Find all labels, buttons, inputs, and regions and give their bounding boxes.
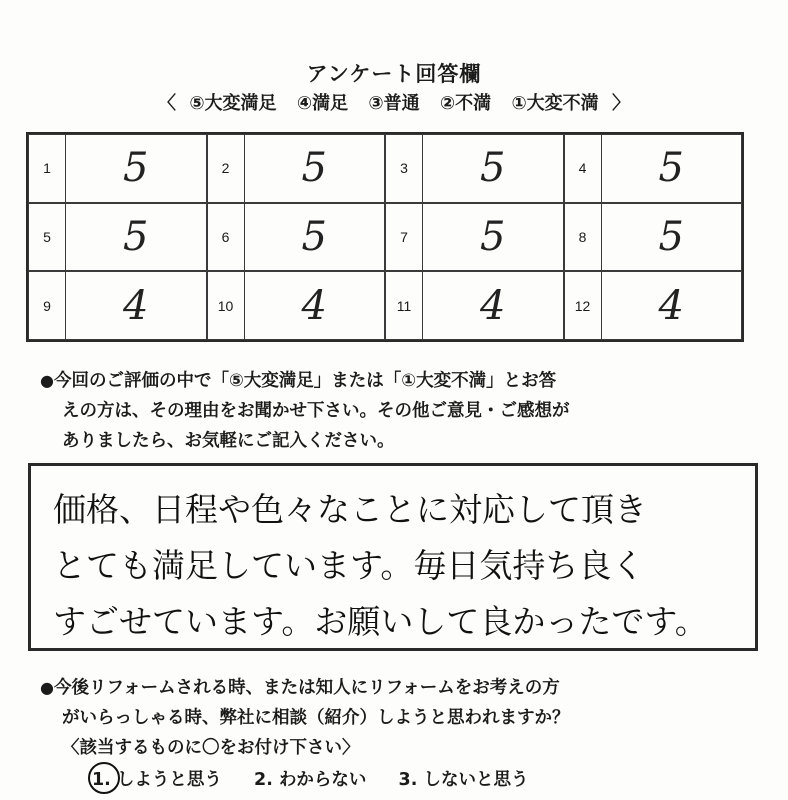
rating-cell [207, 271, 386, 340]
rating-cell [385, 271, 564, 340]
question-number: 9 [29, 272, 66, 339]
question-number: 1 [29, 135, 66, 202]
legend-item: ①大変不満 [511, 93, 599, 114]
question-line: ありましたら、お気軽にご記入ください。 [62, 431, 395, 451]
referral-options [92, 766, 772, 791]
rating-value: 5 [658, 213, 684, 260]
rating-cell [207, 134, 386, 203]
legend-item: ③普通 [368, 93, 420, 114]
rating-cell [207, 203, 386, 272]
question-number: 12 [565, 272, 602, 339]
question-number: 11 [386, 272, 423, 339]
question-line: えの方は、その理由をお聞かせ下さい。その他ご意見・ご感想が [62, 401, 570, 421]
rating-value: 4 [301, 282, 327, 329]
option-number: 1. [92, 770, 111, 790]
rating-cell [28, 203, 207, 272]
option-number: 3. [398, 770, 418, 790]
option-will-not-recommend[interactable] [399, 766, 529, 791]
rating-cell [28, 134, 207, 203]
rating-value: 5 [301, 213, 327, 260]
rating-value: 5 [480, 145, 506, 192]
bullet-icon: ● [40, 678, 54, 697]
rating-legend [0, 89, 788, 115]
option-not-sure[interactable] [254, 766, 366, 791]
question-number: 3 [386, 135, 423, 202]
option-label: しないと思う [423, 770, 529, 790]
handwritten-answer-box [28, 463, 758, 651]
question-number: 8 [565, 204, 602, 271]
rating-value: 4 [123, 282, 149, 329]
rating-cell [28, 271, 207, 340]
rating-value: 5 [480, 213, 506, 260]
option-label: わからない [278, 770, 367, 790]
legend-item: ②不満 [439, 93, 492, 114]
rating-cell [564, 203, 743, 272]
legend-item: ⑤大変満足 [189, 93, 277, 114]
option-label: しようと思う [116, 770, 222, 790]
option-number: 2. [254, 770, 273, 790]
rating-cell [564, 134, 743, 203]
question-number: 6 [208, 204, 245, 271]
handwritten-line: とても満足しています。毎日気持ち良く [53, 546, 645, 585]
question-number: 7 [386, 204, 423, 271]
rating-value: 4 [658, 282, 684, 329]
rating-value: 5 [123, 145, 149, 192]
question-line: ●今回のご評価の中で「⑤大変満足」または「①大変不満」とお答 [40, 371, 557, 391]
legend-open-bracket: 〈 [158, 93, 177, 114]
rating-cell [385, 134, 564, 203]
question-line: ●今後リフォームされる時、または知人にリフォームをお考えの方 [40, 678, 560, 698]
survey-title: アンケート回答欄 [306, 62, 482, 86]
question-number: 2 [208, 135, 245, 202]
question-line: がいらっしゃる時、弊社に相談（紹介）しようと思われますか？ [62, 708, 570, 728]
question-number: 10 [208, 272, 245, 339]
handwritten-line: 価格、日程や色々なことに対応して頂き [53, 490, 647, 529]
rating-value: 5 [658, 145, 684, 192]
handwritten-line: すごせています。お願いして良かったです。 [53, 602, 708, 641]
legend-close-bracket: 〉 [611, 93, 630, 114]
question-line: 〈該当するものに〇をお付け下さい〉 [62, 738, 360, 758]
question-number: 5 [29, 204, 66, 271]
comment-question [40, 366, 760, 456]
rating-cell [385, 203, 564, 272]
rating-cell [564, 271, 743, 340]
bullet-icon: ● [40, 371, 54, 390]
rating-value: 5 [123, 213, 149, 260]
option-will-recommend[interactable] [92, 766, 222, 791]
rating-value: 4 [480, 282, 506, 329]
rating-value: 5 [301, 145, 327, 192]
selected-circle-mark [88, 762, 120, 794]
rating-grid [26, 132, 744, 342]
referral-question [40, 673, 760, 763]
question-number: 4 [565, 135, 602, 202]
legend-item: ④満足 [296, 93, 349, 114]
